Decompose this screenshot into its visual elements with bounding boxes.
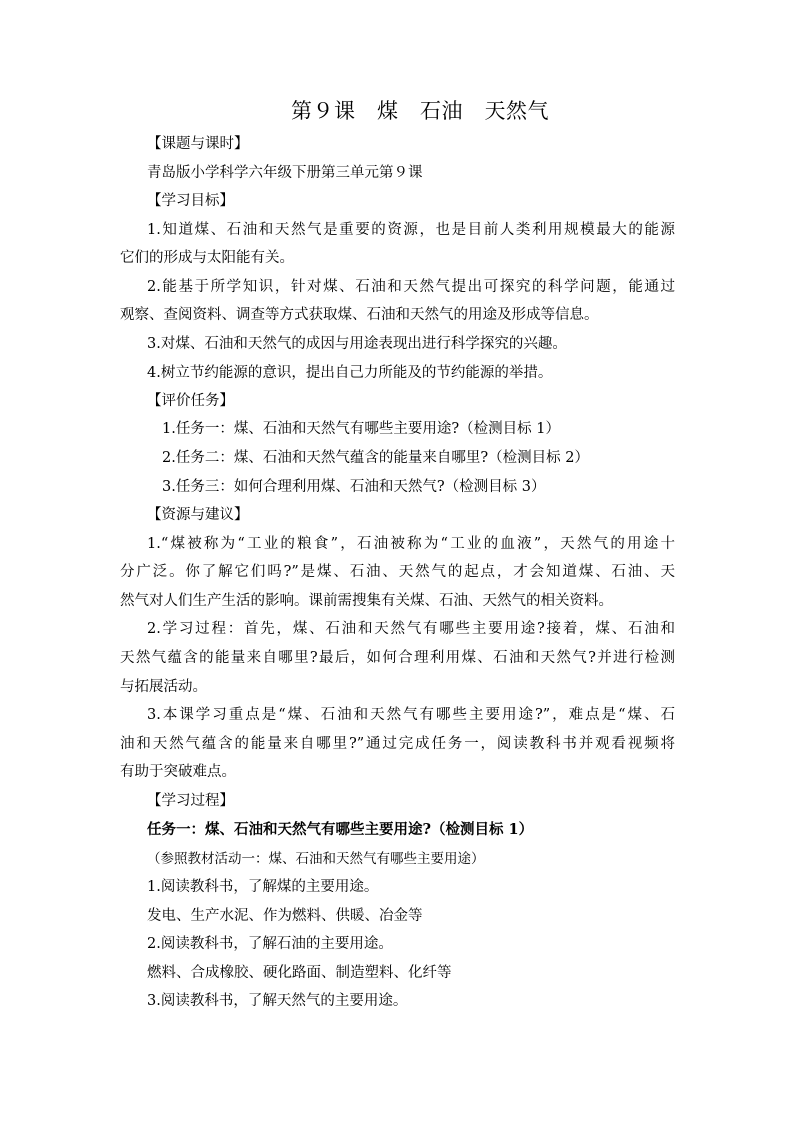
process-step-2: 2.阅读教科书，了解石油的主要用途。 bbox=[147, 936, 393, 952]
resource-3-line-3: 有助于突破难点。 bbox=[120, 764, 236, 780]
section-heading-goals: 【学习目标】 bbox=[147, 193, 234, 209]
goal-3: 3.对煤、石油和天然气的成因与用途表现出进行科学探究的兴趣。 bbox=[147, 336, 567, 352]
goal-1-line-2: 它们的形成与太阳能有关。 bbox=[120, 250, 294, 266]
resource-1-line-1: 1.“煤被称为“工业的粮食”，石油被称为“工业的血液”，天然气的用途十 bbox=[147, 536, 675, 552]
resource-2-line-3: 与拓展活动。 bbox=[120, 679, 207, 695]
goal-2-line-2: 观察、查阅资料、调查等方式获取煤、石油和天然气的用途及形成等信息。 bbox=[120, 307, 599, 323]
process-step-1: 1.阅读教科书，了解煤的主要用途。 bbox=[147, 879, 379, 895]
topic-text: 青岛版小学科学六年级下册第三单元第９课 bbox=[147, 165, 423, 181]
section-heading-process: 【学习过程】 bbox=[147, 793, 234, 809]
section-heading-topic: 【课题与课时】 bbox=[147, 136, 249, 152]
resource-1-line-2: 分广泛。你了解它们吗?”是煤、石油、天然气的起点，才会知道煤、石油、天 bbox=[120, 564, 675, 580]
resource-1-line-3: 然气对人们生产生活的影响。课前需搜集有关煤、石油、天然气的相关资料。 bbox=[120, 593, 613, 609]
lesson-title: 第９课 煤 石油 天然气 bbox=[291, 99, 549, 123]
goal-4: 4.树立节约能源的意识，提出自己力所能及的节约能源的举措。 bbox=[147, 365, 553, 381]
process-step-3: 3.阅读教科书，了解天然气的主要用途。 bbox=[147, 993, 408, 1009]
process-step-2-answer: 燃料、合成橡胶、硬化路面、制造塑料、化纤等 bbox=[147, 965, 452, 981]
eval-task-2: 2.任务二：煤、石油和天然气蕴含的能量来自哪里?（检测目标 2） bbox=[162, 450, 589, 466]
process-reference: （参照教材活动一：煤、石油和天然气有哪些主要用途） bbox=[147, 851, 485, 867]
eval-task-1: 1.任务一：煤、石油和天然气有哪些主要用途?（检测目标 1） bbox=[162, 421, 560, 437]
resource-3-line-2: 油和天然气蕴含的能量来自哪里?”通过完成任务一，阅读教科书并观看视频将 bbox=[120, 736, 675, 752]
eval-task-3: 3.任务三：如何合理利用煤、石油和天然气?（检测目标 3） bbox=[162, 479, 546, 495]
section-heading-eval: 【评价任务】 bbox=[147, 393, 234, 409]
goal-1-line-1: 1.知道煤、石油和天然气是重要的资源，也是目前人类利用规模最大的能源 bbox=[147, 222, 675, 238]
process-step-1-answer: 发电、生产水泥、作为燃料、供暖、冶金等 bbox=[147, 908, 423, 924]
process-task-1-title: 任务一：煤、石油和天然气有哪些主要用途?（检测目标 1） bbox=[147, 821, 534, 838]
goal-2-line-1: 2.能基于所学知识，针对煤、石油和天然气提出可探究的科学问题，能通过 bbox=[147, 279, 675, 295]
section-heading-resources: 【资源与建议】 bbox=[147, 507, 249, 523]
resource-2-line-1: 2.学习过程：首先，煤、石油和天然气有哪些主要用途?接着，煤、石油和 bbox=[147, 621, 675, 637]
resource-2-line-2: 天然气蕴含的能量来自哪里?最后，如何合理利用煤、石油和天然气?并进行检测 bbox=[120, 650, 675, 666]
resource-3-line-1: 3.本课学习重点是“煤、石油和天然气有哪些主要用途?”，难点是“煤、石 bbox=[147, 707, 675, 723]
